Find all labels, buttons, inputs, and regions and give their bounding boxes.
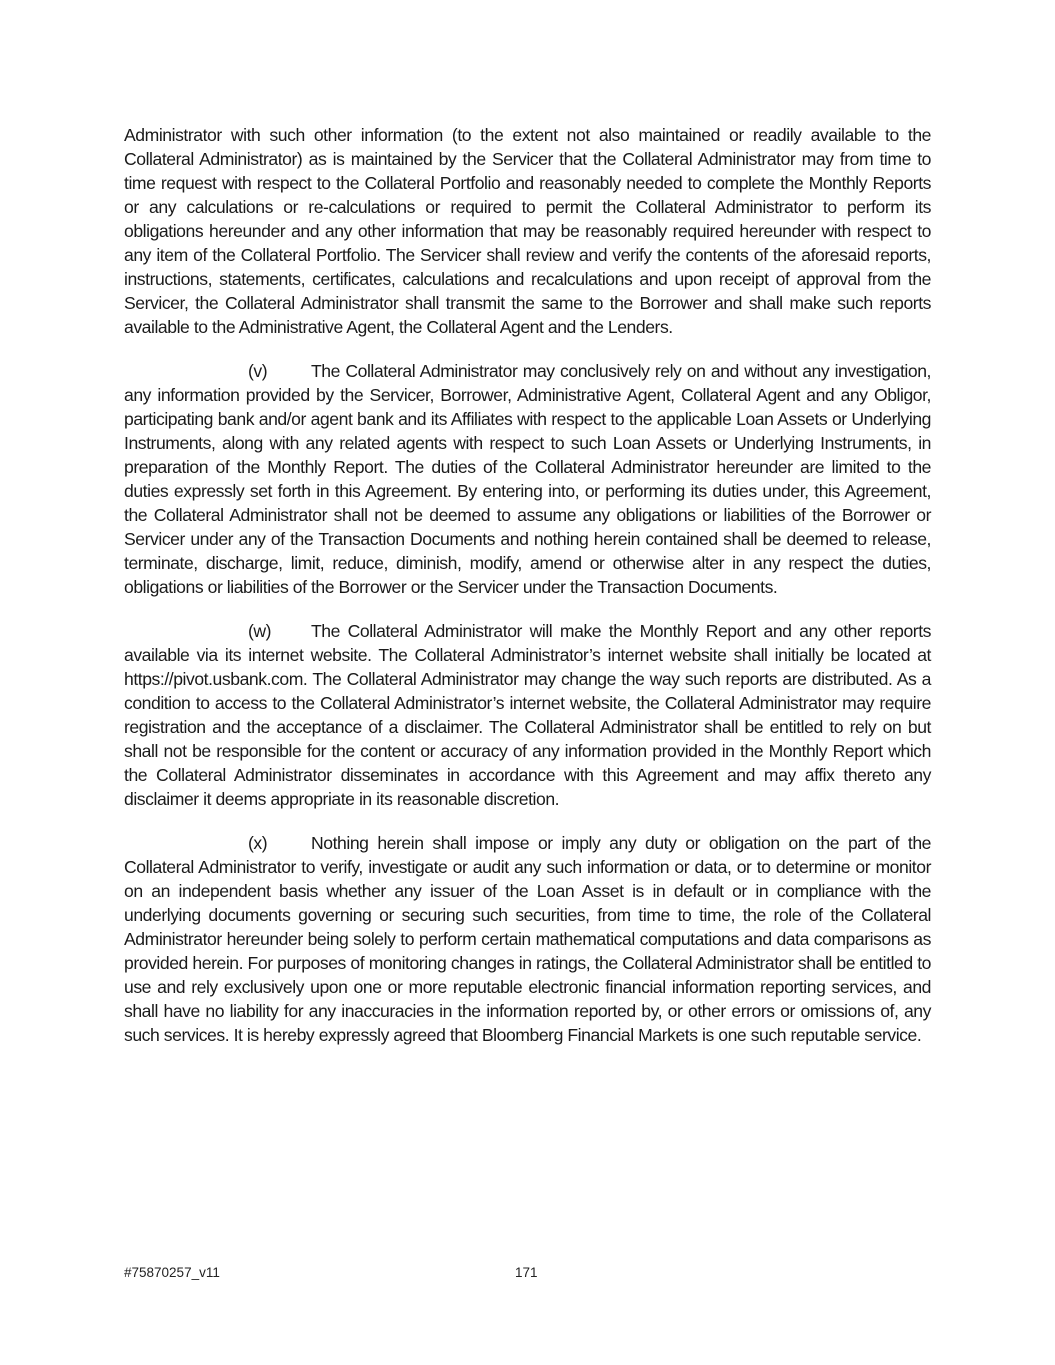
- paragraph-continuation: [124, 123, 931, 339]
- footer-page-number: 171: [515, 1265, 538, 1280]
- paragraph-text: The Collateral Administrator will make the Monthly Report and any other reports available via its internet website. The Collateral Administrator’s internet website shall initially be located at https://pivot.usbank.com. The Collateral Administrator may change the way such reports are distributed. As a condition to access to the Collateral Administrator’s internet website, the Collateral Administrator may require registration and the acceptance of a disclaimer. The Collateral Administrator shall be entitled to rely on but shall not be responsible for the content or accuracy of any information provided in the Monthly Report which the Collateral Administrator disseminates in accordance with this Agreement and may affix thereto any disclaimer it deems appropriate in its reasonable discretion.: [124, 621, 931, 809]
- paragraph-marker: (x): [248, 833, 268, 853]
- document-page: [124, 123, 931, 1067]
- paragraph-w: [124, 619, 931, 811]
- footer-document-id: #75870257_v11: [124, 1265, 220, 1280]
- paragraph-text: Administrator with such other information (to the extent not also maintained or readily available to the Collateral Administrator) as is maintained by the Servicer that the Collateral Administrator may from time to time request with respect to the Collateral Portfolio and reasonably needed to complete the Monthly Reports or any calculations or re-calculations or required to permit the Collateral Administrator to perform its obligations hereunder and any other information that may be reasonably required hereunder with respect to any item of the Collateral Portfolio. The Servicer shall review and verify the contents of the aforesaid reports, instructions, statements, certificates, calculations and recalculations and upon receipt of approval from the Servicer, the Collateral Administrator shall transmit the same to the Borrower and shall make such reports available to the Administrative Agent, the Collateral Agent and the Lenders.: [124, 125, 931, 337]
- paragraph-marker: (v): [248, 361, 268, 381]
- paragraph-marker: (w): [248, 621, 272, 641]
- paragraph-text: The Collateral Administrator may conclusively rely on and without any investigation, any information provided by the Servicer, Borrower, Administrative Agent, Collateral Agent and any Obligor, participating bank and/or agent bank and its Affiliates with respect to the applicable Loan Assets or Underlying Instruments, along with any related agents with respect to such Loan Assets or Underlying Instruments, in preparation of the Monthly Report. The duties of the Collateral Administrator hereunder are limited to the duties expressly set forth in this Agreement. By entering into, or performing its duties under, this Agreement, the Collateral Administrator shall not be deemed to assume any obligations or liabilities of the Borrower or Servicer under any of the Transaction Documents and nothing herein contained shall be deemed to release, terminate, discharge, limit, reduce, diminish, modify, amend or otherwise alter in any respect the duties, obligations or liabilities of the Borrower or the Servicer under the Transaction Documents.: [124, 361, 931, 597]
- paragraph-text: Nothing herein shall impose or imply any duty or obligation on the part of the Collateral Administrator to verify, investigate or audit any such information or data, or to determine or monitor on an independent basis whether any issuer of the Loan Asset is in default or in compliance with the underlying documents governing or securing such securities, from time to time, the role of the Collateral Administrator hereunder being solely to perform certain mathematical computations and data comparisons as provided herein. For purposes of monitoring changes in ratings, the Collateral Administrator shall be entitled to use and rely exclusively upon one or more reputable electronic financial information reporting services, and shall have no liability for any inaccuracies in the information reported by, or other errors or omissions of, any such services. It is hereby expressly agreed that Bloomberg Financial Markets is one such reputable service.: [124, 833, 931, 1045]
- paragraph-x: [124, 831, 931, 1047]
- paragraph-v: [124, 359, 931, 599]
